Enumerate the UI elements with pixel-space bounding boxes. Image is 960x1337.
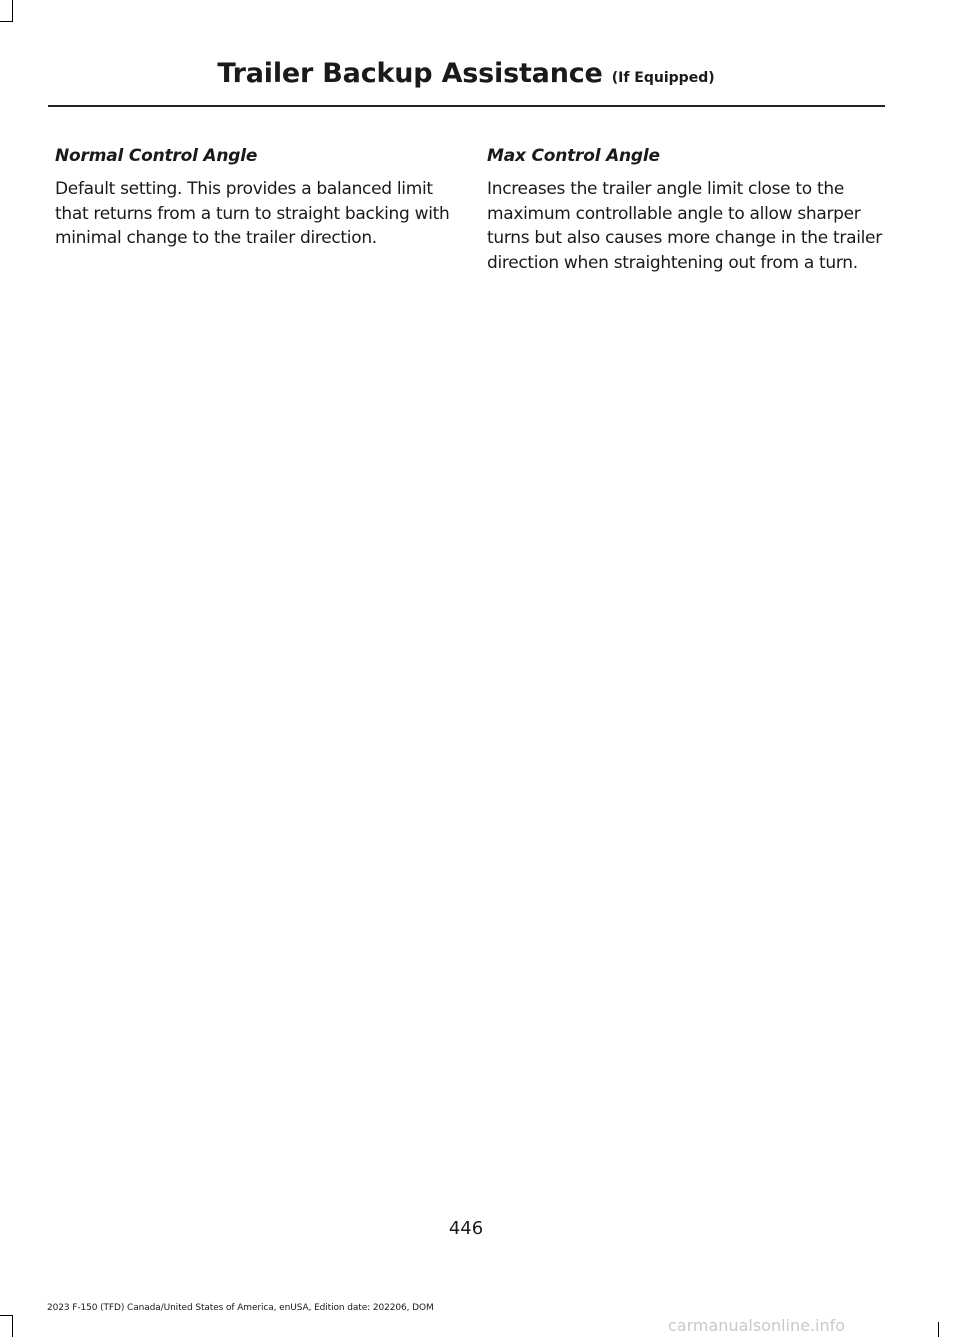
section-body: Increases the trailer angle limit close to the maximum controllable angle to allow sharper turns but also causes more change in the trailer direction when straightening out from a turn. <box>487 179 882 273</box>
page-header <box>0 58 932 89</box>
watermark: carmanualsonline.info <box>668 1316 846 1335</box>
section-max-control-angle <box>487 146 882 275</box>
crop-mark-top-left-vertical <box>12 0 13 22</box>
footer-edition-info: 2023 F-150 (TFD) Canada/United States of America, enUSA, Edition date: 202206, DOM <box>47 1303 434 1313</box>
crop-mark-bottom-left-horizontal <box>0 1315 13 1316</box>
section-heading: Max Control Angle <box>487 146 660 166</box>
crop-mark-bottom-left-vertical <box>12 1315 13 1337</box>
page-number: 446 <box>448 1218 484 1239</box>
section-heading: Normal Control Angle <box>55 146 258 166</box>
crop-mark-bottom-right-vertical <box>938 1322 939 1337</box>
crop-mark-top-left-horizontal <box>0 21 13 22</box>
page-title-qualifier: (If Equipped) <box>611 70 715 86</box>
header-divider <box>48 105 885 107</box>
page-title: Trailer Backup Assistance <box>217 58 603 89</box>
section-normal-control-angle <box>55 146 450 251</box>
section-body: Default setting. This provides a balanced limit that returns from a turn to straight backing with minimal change to the trailer direction. <box>55 179 450 248</box>
